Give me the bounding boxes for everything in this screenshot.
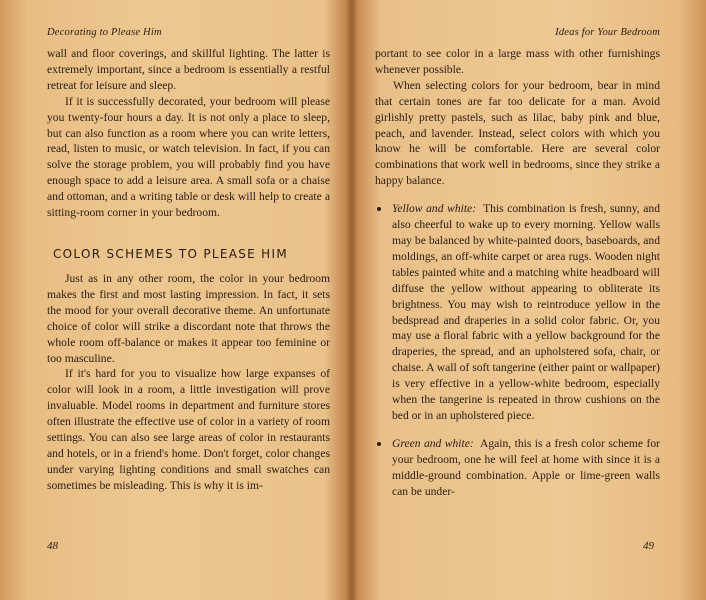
bullet-item xyxy=(375,436,660,500)
paragraph: Just as in any other room, the color in your bedroom makes the first and most lasting impression. In fact, it sets the mood for your overall decorative theme. An unfortunate choice of color will strike a discordant note that throws the whole room off-balance or makes it appear too feminine or too masculine. xyxy=(47,271,330,365)
bullet-dot-icon xyxy=(377,207,381,211)
bullet-text xyxy=(392,201,660,424)
bullet-item xyxy=(375,201,660,424)
paragraph: If it is successfully decorated, your bedroom will please you twenty-four hours a day. It is not only a place to sleep, but can also function as a room where you can write letters, read, listen to music, or watch television. In fact, if you can solve the storage problem, you will probably find you have enough space to add a leisure area. A small sofa or a chaise and ottoman, and a writing table or desk will help to create a sitting-room corner in your bedroom. xyxy=(47,94,330,220)
section-heading: COLOR SCHEMES TO PLEASE HIM xyxy=(53,246,288,261)
paragraph: When selecting colors for your bedroom, bear in mind that certain tones are far too delicate for a man. Avoid girlishly pretty pastels, such as lilac, baby pink and blue, peach, and lavender. Instead, select colors with which you know he will be comfortable. Here are several color combinations that work well in bedrooms, since they strike a happy balance. xyxy=(375,78,660,188)
paragraph: If it's hard for you to visualize how large expanses of color will look in a room, a little investigation will prove invaluable. Model rooms in department and furniture stores often illustrate the effective use of color in a variety of room settings. You can also see large areas of color in restaurants and hotels, or in a friend's home. Don't forget, color changes under varying lighting conditions and small swatches can sometimes be misleading. This is why it is im- xyxy=(47,367,330,492)
bullet-body: Again, this is a fresh color scheme for your bedroom, one he will feel at home with since it is a middle-ground combination. Apple or lime-green walls can be under- xyxy=(392,436,660,498)
bullet-lead: Green and white: xyxy=(392,436,474,450)
bullet-lead: Yellow and white: xyxy=(392,202,477,216)
running-head-left: Decorating to Please Him xyxy=(47,27,162,38)
bullet-body: This combination is fresh, sunny, and also cheerful to wake up to every morning. Yellow walls may be balanced by white-painted doors, baseboards, and moldings, an off-white carpet or area rugs. Wooden night tables painted white and a matching white headboard will diffuse the yellow without appearing to obliterate its brightness. You may wish to reintroduce yellow in the bedspread and draperies in a solid color fabric. Or, you may use a floral fabric with a yellow background for the draperies, the spread, and an upholstered sofa, chair, or chaise. A wall of soft tangerine (either paint or wallpaper) is very effective in a yellow-white bedroom, especially when the tangerine is repeated in throw cushions on the bed or in an upholstered piece. xyxy=(392,202,661,422)
paragraph: wall and floor coverings, and skillful lighting. The latter is extremely important, since a bedroom is essentially a restful retreat for leisure and sleep. xyxy=(47,47,330,92)
page-number-right: 49 xyxy=(643,540,654,552)
page-number-left: 48 xyxy=(47,540,58,552)
left-page-body xyxy=(47,46,330,494)
right-page-body xyxy=(375,46,660,499)
left-page xyxy=(0,0,350,600)
paragraph: portant to see color in a large mass with other furnishings whenever possible. xyxy=(375,47,660,76)
running-head-right: Ideas for Your Bedroom xyxy=(555,27,660,38)
right-page xyxy=(356,0,706,600)
bullet-text xyxy=(392,436,660,500)
bullet-dot-icon xyxy=(377,442,381,446)
